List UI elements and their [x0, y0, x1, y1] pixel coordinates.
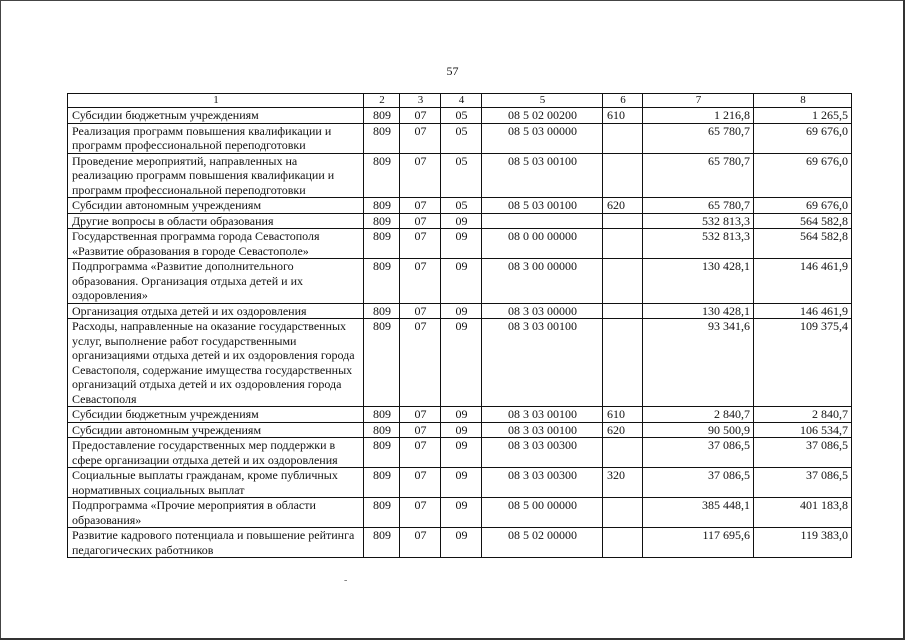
column-header: 5 [482, 94, 603, 108]
table-body [68, 108, 852, 558]
amount-year2-cell: 1 265,5 [754, 108, 852, 124]
amount-year1-cell: 532 813,3 [643, 213, 754, 229]
subsection-cell: 09 [441, 407, 482, 423]
expense-type-cell [603, 213, 643, 229]
amount-year1-cell: 65 780,7 [643, 123, 754, 153]
section-cell: 07 [400, 498, 441, 528]
subsection-cell: 09 [441, 303, 482, 319]
expense-type-cell [603, 229, 643, 259]
amount-year1-cell: 90 500,9 [643, 422, 754, 438]
row-name-cell: Организация отдыха детей и их оздоровления [68, 303, 364, 319]
amount-year1-cell: 130 428,1 [643, 259, 754, 304]
amount-year2-cell: 401 183,8 [754, 498, 852, 528]
row-name-cell: Государственная программа города Севастополя «Развитие образования в городе Севастополе» [68, 229, 364, 259]
section-cell: 07 [400, 319, 441, 407]
amount-year2-cell: 37 086,5 [754, 438, 852, 468]
subsection-cell: 09 [441, 259, 482, 304]
section-cell: 07 [400, 438, 441, 468]
ministry-code-cell: 809 [364, 123, 400, 153]
amount-year2-cell: 119 383,0 [754, 528, 852, 558]
amount-year2-cell: 146 461,9 [754, 303, 852, 319]
subsection-cell: 09 [441, 438, 482, 468]
expense-type-cell [603, 319, 643, 407]
column-header: 6 [603, 94, 643, 108]
table-row [68, 407, 852, 423]
page-number: 57 [446, 64, 459, 78]
row-name-cell: Расходы, направленные на оказание государственных услуг, выполнение работ государственными организациями отдыха детей и их оздоровления города Севастополя, содержание имущества государственных организаций отдыха детей и их оздоровления города Севастополя [68, 319, 364, 407]
amount-year2-cell: 37 086,5 [754, 468, 852, 498]
row-name-cell: Другие вопросы в области образования [68, 213, 364, 229]
amount-year2-cell: 69 676,0 [754, 123, 852, 153]
table-row [68, 108, 852, 124]
ministry-code-cell: 809 [364, 422, 400, 438]
section-cell: 07 [400, 123, 441, 153]
amount-year2-cell: 2 840,7 [754, 407, 852, 423]
expense-type-cell: 620 [603, 422, 643, 438]
amount-year1-cell: 65 780,7 [643, 198, 754, 214]
subsection-cell: 09 [441, 213, 482, 229]
row-name-cell: Развитие кадрового потенциала и повышение рейтинга педагогических работников [68, 528, 364, 558]
target-article-cell: 08 3 03 00000 [482, 303, 603, 319]
target-article-cell: 08 3 00 00000 [482, 259, 603, 304]
amount-year1-cell: 1 216,8 [643, 108, 754, 124]
table-row [68, 468, 852, 498]
expense-type-cell: 610 [603, 108, 643, 124]
amount-year1-cell: 2 840,7 [643, 407, 754, 423]
column-header: 3 [400, 94, 441, 108]
table-row [68, 123, 852, 153]
row-name-cell: Субсидии бюджетным учреждениям [68, 407, 364, 423]
section-cell: 07 [400, 407, 441, 423]
subsection-cell: 05 [441, 198, 482, 214]
subsection-cell: 09 [441, 229, 482, 259]
row-name-cell: Субсидии бюджетным учреждениям [68, 108, 364, 124]
ministry-code-cell: 809 [364, 213, 400, 229]
expense-type-cell [603, 153, 643, 198]
scan-mark: - [344, 575, 348, 586]
target-article-cell: 08 5 00 00000 [482, 498, 603, 528]
table-row [68, 213, 852, 229]
target-article-cell: 08 5 03 00100 [482, 198, 603, 214]
scan-border-top [0, 0, 905, 1]
expense-type-cell [603, 498, 643, 528]
section-cell: 07 [400, 229, 441, 259]
amount-year1-cell: 117 695,6 [643, 528, 754, 558]
ministry-code-cell: 809 [364, 108, 400, 124]
amount-year2-cell: 69 676,0 [754, 198, 852, 214]
amount-year2-cell: 69 676,0 [754, 153, 852, 198]
ministry-code-cell: 809 [364, 153, 400, 198]
amount-year1-cell: 65 780,7 [643, 153, 754, 198]
table-row [68, 153, 852, 198]
subsection-cell: 05 [441, 108, 482, 124]
section-cell: 07 [400, 528, 441, 558]
table-row [68, 229, 852, 259]
ministry-code-cell: 809 [364, 303, 400, 319]
table-row [68, 198, 852, 214]
row-name-cell: Проведение мероприятий, направленных на реализацию программ повышения квалификации и программ профессиональной переподготовки [68, 153, 364, 198]
section-cell: 07 [400, 213, 441, 229]
amount-year2-cell: 564 582,8 [754, 213, 852, 229]
expense-type-cell [603, 528, 643, 558]
column-header: 8 [754, 94, 852, 108]
row-name-cell: Субсидии автономным учреждениям [68, 422, 364, 438]
expense-type-cell [603, 123, 643, 153]
expense-type-cell: 320 [603, 468, 643, 498]
row-name-cell: Подпрограмма «Прочие мероприятия в области образования» [68, 498, 364, 528]
target-article-cell: 08 3 03 00100 [482, 407, 603, 423]
subsection-cell: 09 [441, 528, 482, 558]
expense-type-cell: 610 [603, 407, 643, 423]
amount-year1-cell: 93 341,6 [643, 319, 754, 407]
row-name-cell: Субсидии автономным учреждениям [68, 198, 364, 214]
ministry-code-cell: 809 [364, 528, 400, 558]
table-row [68, 259, 852, 304]
section-cell: 07 [400, 468, 441, 498]
subsection-cell: 09 [441, 498, 482, 528]
amount-year1-cell: 385 448,1 [643, 498, 754, 528]
target-article-cell: 08 3 03 00300 [482, 468, 603, 498]
amount-year2-cell: 564 582,8 [754, 229, 852, 259]
expense-type-cell [603, 303, 643, 319]
ministry-code-cell: 809 [364, 468, 400, 498]
ministry-code-cell: 809 [364, 229, 400, 259]
amount-year1-cell: 37 086,5 [643, 468, 754, 498]
table-row [68, 422, 852, 438]
row-name-cell: Подпрограмма «Развитие дополнительного образования. Организация отдыха детей и их оздоровления» [68, 259, 364, 304]
expense-type-cell [603, 438, 643, 468]
section-cell: 07 [400, 198, 441, 214]
expense-type-cell: 620 [603, 198, 643, 214]
section-cell: 07 [400, 108, 441, 124]
ministry-code-cell: 809 [364, 198, 400, 214]
table-row [68, 438, 852, 468]
table-row [68, 303, 852, 319]
row-name-cell: Социальные выплаты гражданам, кроме публичных нормативных социальных выплат [68, 468, 364, 498]
subsection-cell: 09 [441, 319, 482, 407]
amount-year2-cell: 106 534,7 [754, 422, 852, 438]
column-header: 7 [643, 94, 754, 108]
target-article-cell: 08 5 03 00000 [482, 123, 603, 153]
header-row [68, 94, 852, 108]
row-name-cell: Реализация программ повышения квалификации и программ профессиональной переподготовки [68, 123, 364, 153]
subsection-cell: 09 [441, 468, 482, 498]
column-header: 2 [364, 94, 400, 108]
column-header: 4 [441, 94, 482, 108]
amount-year2-cell: 109 375,4 [754, 319, 852, 407]
target-article-cell [482, 213, 603, 229]
ministry-code-cell: 809 [364, 498, 400, 528]
ministry-code-cell: 809 [364, 319, 400, 407]
section-cell: 07 [400, 259, 441, 304]
budget-table [67, 93, 852, 558]
table-row [68, 319, 852, 407]
target-article-cell: 08 5 03 00100 [482, 153, 603, 198]
target-article-cell: 08 0 00 00000 [482, 229, 603, 259]
expense-type-cell [603, 259, 643, 304]
target-article-cell: 08 3 03 00100 [482, 422, 603, 438]
ministry-code-cell: 809 [364, 438, 400, 468]
section-cell: 07 [400, 422, 441, 438]
section-cell: 07 [400, 303, 441, 319]
column-header: 1 [68, 94, 364, 108]
target-article-cell: 08 5 02 00200 [482, 108, 603, 124]
subsection-cell: 05 [441, 153, 482, 198]
amount-year1-cell: 130 428,1 [643, 303, 754, 319]
section-cell: 07 [400, 153, 441, 198]
target-article-cell: 08 3 03 00100 [482, 319, 603, 407]
target-article-cell: 08 5 02 00000 [482, 528, 603, 558]
table-row [68, 528, 852, 558]
subsection-cell: 05 [441, 123, 482, 153]
amount-year2-cell: 146 461,9 [754, 259, 852, 304]
row-name-cell: Предоставление государственных мер поддержки в сфере организации отдыха детей и их оздоровления [68, 438, 364, 468]
scan-border-left [0, 0, 1, 640]
amount-year1-cell: 37 086,5 [643, 438, 754, 468]
subsection-cell: 09 [441, 422, 482, 438]
target-article-cell: 08 3 03 00300 [482, 438, 603, 468]
table-row [68, 498, 852, 528]
ministry-code-cell: 809 [364, 259, 400, 304]
ministry-code-cell: 809 [364, 407, 400, 423]
amount-year1-cell: 532 813,3 [643, 229, 754, 259]
